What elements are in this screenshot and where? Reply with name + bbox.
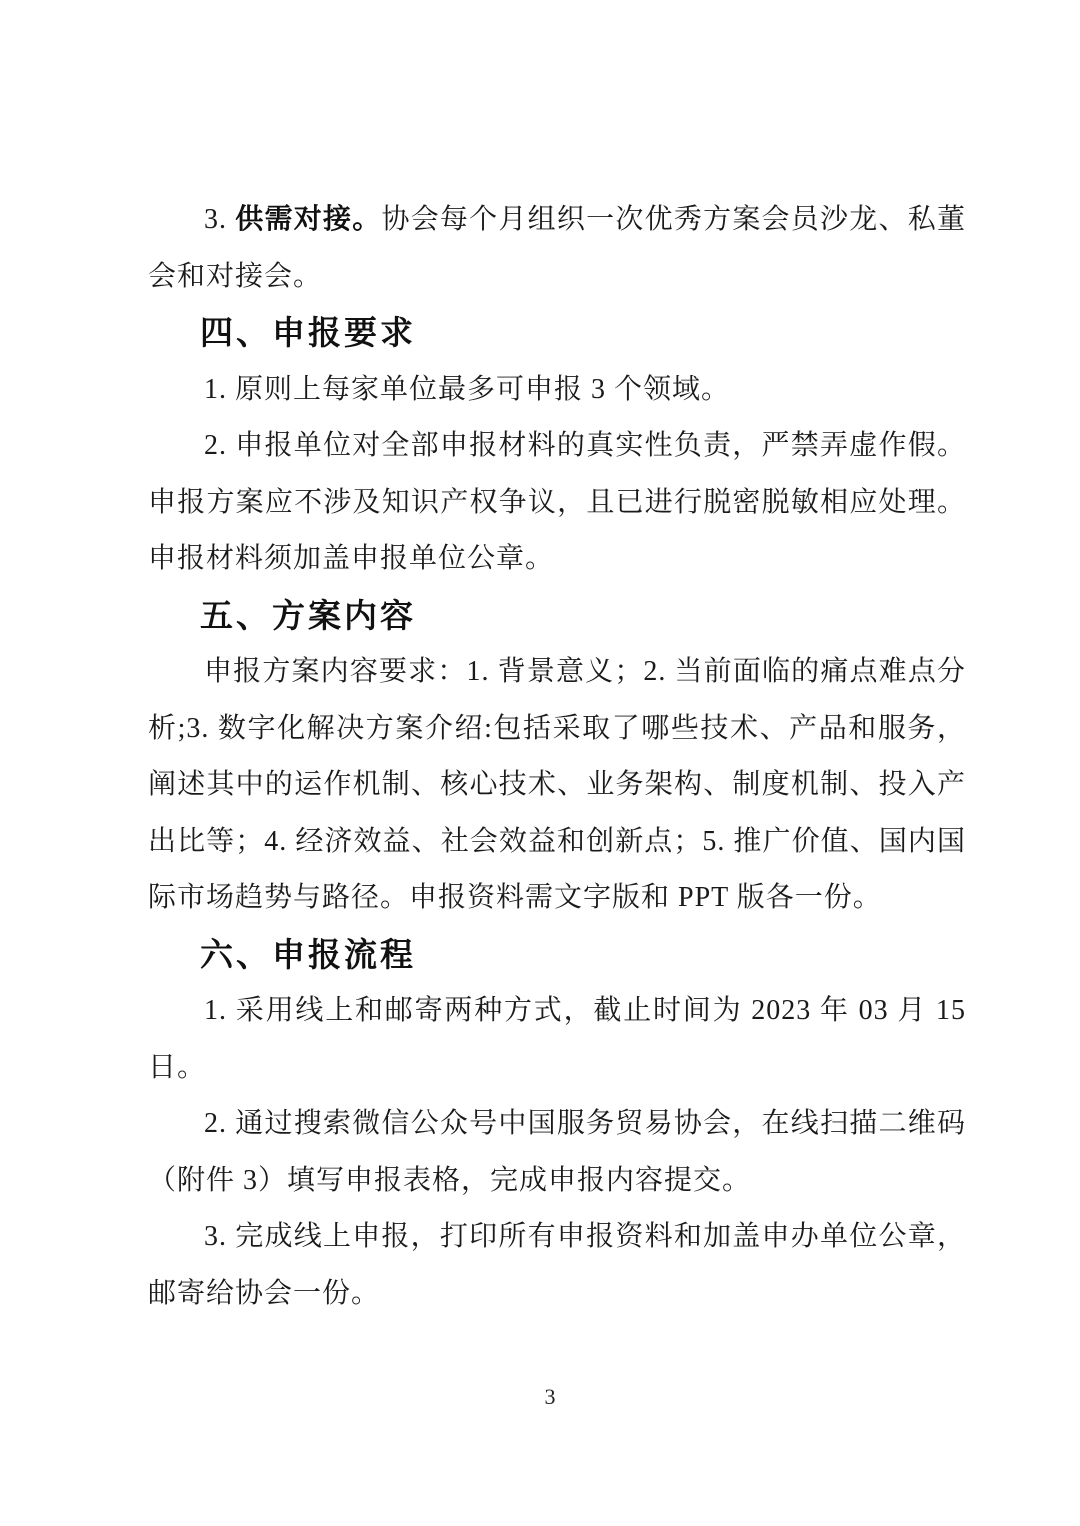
- body-paragraph: [148, 191, 966, 305]
- body-paragraph: 申报方案内容要求：1. 背景意义；2. 当前面临的痛点难点分析;3. 数字化解决方案介绍:包括采取了哪些技术、产品和服务，阐述其中的运作机制、核心技术、业务架构、制度机制、投入产出比等；4. 经济效益、社会效益和创新点；5. 推广价值、国内国际市场趋势与路径。申报资料需文字版和 PPT 版各一份。: [148, 656, 966, 913]
- body-paragraph: 3. 完成线上申报，打印所有申报资料和加盖申办单位公章，邮寄给协会一份。: [148, 1221, 966, 1309]
- section-heading: 五、方案内容: [200, 596, 416, 634]
- section-heading: 四、申报要求: [200, 314, 416, 351]
- text-run: 3.: [204, 204, 236, 235]
- body-paragraph: 2. 申报单位对全部申报材料的真实性负责，严禁弄虚作假。申报方案应不涉及知识产权争议，且已进行脱密脱敏相应处理。申报材料须加盖申报单位公章。: [148, 430, 966, 574]
- document-body: [148, 191, 966, 1322]
- bold-text-run: 供需对接。: [235, 203, 382, 234]
- body-paragraph: 1. 原则上每家单位最多可申报 3 个领域。: [204, 373, 731, 405]
- section-heading: 六、申报流程: [200, 935, 416, 973]
- page-number: 3: [544, 1384, 556, 1409]
- text-run: 协会每个月组织一次优秀方案会员沙龙、私董会和对接会。: [148, 204, 966, 292]
- body-paragraph: 1. 采用线上和邮寄两种方式，截止时间为 2023 年 03 月 15 日。: [148, 995, 966, 1083]
- body-paragraph: 2. 通过搜索微信公众号中国服务贸易协会，在线扫描二维码（附件 3）填写申报表格，完成申报内容提交。: [148, 1108, 966, 1196]
